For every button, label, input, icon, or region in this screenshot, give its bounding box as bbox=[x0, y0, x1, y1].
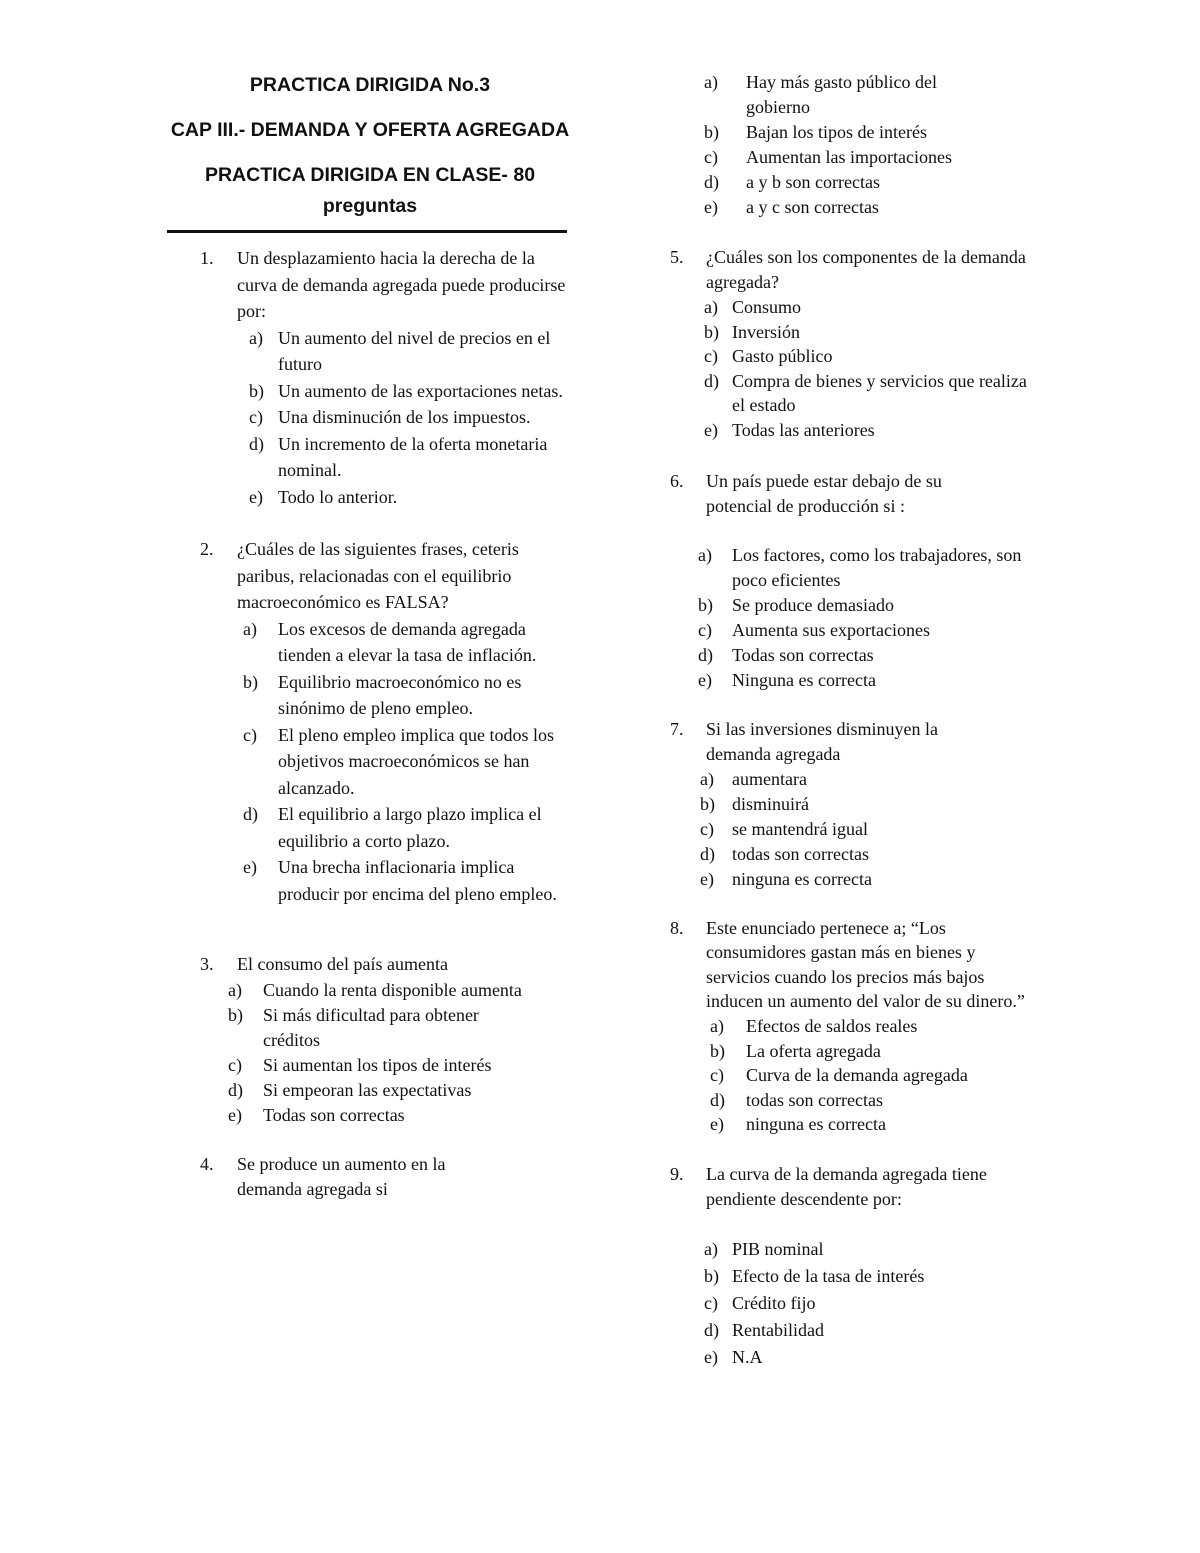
option-c bbox=[668, 817, 1048, 842]
option-a bbox=[668, 70, 996, 120]
options-list bbox=[165, 325, 575, 511]
option-text: Hay más gasto público del gobierno bbox=[746, 72, 937, 117]
option-text: Si más dificultad para obtener créditos bbox=[263, 1004, 479, 1050]
option-letter: a) bbox=[704, 72, 718, 92]
option-a bbox=[165, 978, 525, 1003]
question-4 bbox=[165, 1152, 507, 1202]
option-a bbox=[668, 295, 1048, 320]
question-number: 3. bbox=[200, 954, 214, 974]
option-text: Equilibrio macroeconómico no es sinónimo de pleno empleo. bbox=[278, 671, 522, 718]
option-e bbox=[165, 1103, 575, 1128]
chapter-title: CAP III.- DEMANDA Y OFERTA AGREGADA bbox=[170, 119, 570, 141]
option-text: PIB nominal bbox=[732, 1238, 824, 1259]
question-text: ¿Cuáles son los componentes de la demanda agregada? bbox=[706, 247, 1026, 292]
options-list bbox=[668, 1014, 1048, 1137]
option-letter: c) bbox=[700, 818, 714, 839]
option-letter: e) bbox=[698, 669, 712, 690]
option-a bbox=[668, 1236, 1048, 1263]
question-text: El consumo del país aumenta bbox=[237, 954, 448, 974]
question-1 bbox=[165, 245, 575, 325]
option-letter: b) bbox=[704, 321, 719, 342]
question-text: Este enunciado pertenece a; “Los consumidores gastan más en bienes y servicios cuando los precios más bajos inducen un aumento del valor de su dinero.” bbox=[706, 917, 1025, 1012]
option-e bbox=[668, 195, 1048, 220]
option-text: se mantendrá igual bbox=[732, 818, 868, 839]
option-d bbox=[668, 643, 1048, 668]
option-text: Se produce demasiado bbox=[732, 594, 894, 615]
option-letter: b) bbox=[228, 1004, 243, 1025]
question-text: Un país puede estar debajo de su potencial de producción si : bbox=[706, 470, 942, 516]
option-letter: c) bbox=[243, 724, 257, 745]
option-text: Ninguna es correcta bbox=[732, 669, 876, 690]
right-column bbox=[668, 70, 1048, 1371]
option-text: Inversión bbox=[732, 321, 800, 342]
option-text: a y c son correctas bbox=[746, 197, 879, 217]
question-number: 5. bbox=[670, 247, 684, 267]
option-letter: b) bbox=[710, 1040, 725, 1061]
option-letter: d) bbox=[704, 172, 719, 192]
option-e bbox=[668, 668, 1048, 693]
option-text: Efectos de saldos reales bbox=[746, 1015, 918, 1036]
option-a bbox=[668, 767, 1048, 792]
option-d bbox=[668, 369, 1032, 418]
option-a bbox=[165, 325, 575, 378]
option-text: Todas son correctas bbox=[732, 644, 874, 665]
option-text: Todo lo anterior. bbox=[278, 486, 398, 507]
option-b bbox=[668, 1039, 1048, 1064]
option-b bbox=[165, 1003, 525, 1053]
question-number: 6. bbox=[670, 470, 684, 491]
option-c bbox=[668, 344, 1048, 369]
option-letter: a) bbox=[704, 297, 718, 317]
option-letter: d) bbox=[228, 1079, 243, 1100]
option-c bbox=[668, 1290, 1048, 1317]
question-number: 8. bbox=[670, 917, 684, 938]
option-b bbox=[165, 378, 575, 405]
option-text: ninguna es correcta bbox=[746, 1114, 886, 1135]
option-d bbox=[668, 170, 1048, 195]
option-letter: e) bbox=[710, 1114, 724, 1135]
option-text: Cuando la renta disponible aumenta bbox=[263, 979, 522, 1000]
option-text: N.A bbox=[732, 1346, 763, 1367]
option-letter: a) bbox=[704, 1238, 718, 1259]
option-letter: d) bbox=[698, 644, 713, 665]
option-text: Todas son correctas bbox=[263, 1104, 405, 1125]
option-d bbox=[668, 842, 1048, 867]
option-letter: b) bbox=[243, 671, 258, 692]
option-text: Si aumentan los tipos de interés bbox=[263, 1054, 492, 1075]
option-text: El equilibrio a largo plazo implica el equilibrio a corto plazo. bbox=[278, 804, 542, 851]
option-letter: b) bbox=[700, 793, 715, 814]
options-list bbox=[668, 543, 1048, 693]
option-e bbox=[668, 1112, 1048, 1137]
option-c bbox=[668, 1063, 1048, 1088]
option-c bbox=[668, 145, 1048, 170]
option-text: ninguna es correcta bbox=[732, 868, 872, 889]
option-text: Aumentan las importaciones bbox=[746, 147, 952, 167]
left-column bbox=[165, 70, 575, 1202]
option-letter: a) bbox=[700, 768, 714, 789]
option-text: Gasto público bbox=[732, 346, 833, 367]
option-text: Una disminución de los impuestos. bbox=[278, 407, 531, 427]
option-letter: d) bbox=[249, 433, 264, 454]
option-c bbox=[165, 722, 575, 802]
question-text: Si las inversiones disminuyen la demanda agregada bbox=[706, 718, 938, 764]
question-number: 7. bbox=[670, 718, 684, 739]
option-text: Una brecha inflacionaria implica producir por encima del pleno empleo. bbox=[278, 857, 557, 904]
option-b bbox=[668, 120, 1048, 145]
option-c bbox=[165, 404, 575, 431]
document-subtitle: PRACTICA DIRIGIDA EN CLASE- 80 preguntas bbox=[204, 164, 536, 217]
option-d bbox=[165, 801, 575, 854]
option-letter: d) bbox=[700, 843, 715, 864]
question-number: 4. bbox=[200, 1153, 214, 1174]
option-letter: d) bbox=[704, 370, 719, 391]
option-letter: e) bbox=[704, 197, 718, 217]
option-letter: e) bbox=[228, 1104, 242, 1125]
option-text: Un incremento de la oferta monetaria nominal. bbox=[278, 433, 548, 480]
question-5 bbox=[668, 245, 1026, 295]
options-list bbox=[668, 295, 1048, 443]
option-letter: b) bbox=[249, 380, 264, 401]
question-text: Se produce un aumento en la demanda agregada si bbox=[237, 1153, 446, 1199]
option-letter: d) bbox=[704, 1319, 719, 1340]
document-title: PRACTICA DIRIGIDA No.3 bbox=[249, 74, 491, 96]
option-letter: e) bbox=[243, 857, 257, 877]
option-e bbox=[165, 854, 575, 907]
option-text: Curva de la demanda agregada bbox=[746, 1065, 968, 1086]
option-text: Aumenta sus exportaciones bbox=[732, 619, 930, 640]
option-letter: e) bbox=[704, 419, 718, 440]
option-e bbox=[668, 1344, 1048, 1371]
question-2 bbox=[165, 536, 547, 616]
option-text: todas son correctas bbox=[732, 843, 869, 864]
option-text: Bajan los tipos de interés bbox=[746, 122, 927, 142]
option-letter: c) bbox=[710, 1065, 724, 1086]
option-text: Crédito fijo bbox=[732, 1292, 816, 1313]
options-list bbox=[668, 767, 1048, 892]
option-letter: e) bbox=[704, 1346, 718, 1367]
option-letter: a) bbox=[249, 327, 263, 348]
option-d bbox=[668, 1317, 1048, 1344]
options-list bbox=[165, 616, 575, 908]
question-8 bbox=[668, 916, 1036, 1014]
option-text: todas son correctas bbox=[746, 1089, 883, 1110]
option-letter: b) bbox=[698, 594, 713, 615]
options-list bbox=[165, 978, 575, 1128]
option-letter: c) bbox=[704, 147, 718, 167]
question-text: Un desplazamiento hacia la derecha de la curva de demanda agregada puede producirse por: bbox=[237, 248, 566, 321]
header-divider bbox=[167, 230, 567, 233]
option-d bbox=[668, 1088, 1048, 1113]
option-text: a y b son correctas bbox=[746, 172, 880, 192]
option-letter: b) bbox=[704, 1265, 719, 1286]
options-list bbox=[668, 1236, 1048, 1371]
option-text: Todas las anteriores bbox=[732, 419, 875, 440]
option-text: aumentara bbox=[732, 768, 807, 789]
option-letter: a) bbox=[228, 979, 242, 1000]
option-text: Compra de bienes y servicios que realiza el estado bbox=[732, 370, 1027, 416]
option-e bbox=[668, 418, 1048, 443]
option-text: Los factores, como los trabajadores, son poco eficientes bbox=[732, 544, 1022, 590]
options-list bbox=[668, 70, 1048, 220]
option-c bbox=[668, 618, 1048, 643]
question-6 bbox=[668, 469, 1006, 519]
question-7 bbox=[668, 717, 996, 767]
option-letter: a) bbox=[710, 1015, 724, 1036]
option-e bbox=[165, 484, 575, 511]
option-text: Efecto de la tasa de interés bbox=[732, 1265, 925, 1286]
option-letter: d) bbox=[710, 1089, 725, 1110]
option-d bbox=[165, 431, 575, 484]
option-text: El pleno empleo implica que todos los objetivos macroeconómicos se han alcanzado. bbox=[278, 724, 554, 798]
option-text: Si empeoran las expectativas bbox=[263, 1079, 472, 1100]
question-number: 9. bbox=[670, 1163, 684, 1184]
option-letter: b) bbox=[704, 122, 719, 142]
option-letter: c) bbox=[228, 1054, 242, 1075]
option-letter: e) bbox=[249, 486, 263, 507]
option-letter: e) bbox=[700, 868, 714, 889]
option-a bbox=[668, 543, 1032, 593]
option-letter: a) bbox=[698, 544, 712, 565]
option-text: Un aumento de las exportaciones netas. bbox=[278, 380, 563, 401]
option-text: Rentabilidad bbox=[732, 1319, 824, 1340]
question-text: ¿Cuáles de las siguientes frases, ceteris paribus, relacionadas con el equilibrio macroeconómico es FALSA? bbox=[237, 539, 519, 612]
question-9 bbox=[668, 1162, 1006, 1212]
option-b bbox=[668, 320, 1048, 345]
question-text: La curva de la demanda agregada tiene pendiente descendente por: bbox=[706, 1163, 987, 1209]
question-number: 2. bbox=[200, 539, 214, 559]
option-text: disminuirá bbox=[732, 793, 809, 814]
option-text: La oferta agregada bbox=[746, 1040, 881, 1061]
question-number: 1. bbox=[200, 248, 214, 268]
option-b bbox=[668, 593, 1048, 618]
option-letter: c) bbox=[704, 1292, 718, 1313]
option-a bbox=[165, 616, 575, 669]
option-text: Un aumento del nivel de precios en el futuro bbox=[278, 327, 551, 374]
option-letter: d) bbox=[243, 804, 258, 824]
option-b bbox=[668, 1263, 1048, 1290]
question-3 bbox=[165, 951, 575, 978]
option-letter: c) bbox=[698, 619, 712, 640]
option-text: Consumo bbox=[732, 297, 802, 317]
option-letter: c) bbox=[249, 407, 263, 427]
option-b bbox=[165, 669, 575, 722]
option-a bbox=[668, 1014, 1048, 1039]
option-b bbox=[668, 792, 1048, 817]
option-d bbox=[165, 1078, 575, 1103]
option-letter: c) bbox=[704, 346, 718, 367]
option-text: Los excesos de demanda agregada tienden a elevar la tasa de inflación. bbox=[278, 618, 537, 665]
option-letter: a) bbox=[243, 618, 257, 639]
option-c bbox=[165, 1053, 575, 1078]
option-e bbox=[668, 867, 1048, 892]
